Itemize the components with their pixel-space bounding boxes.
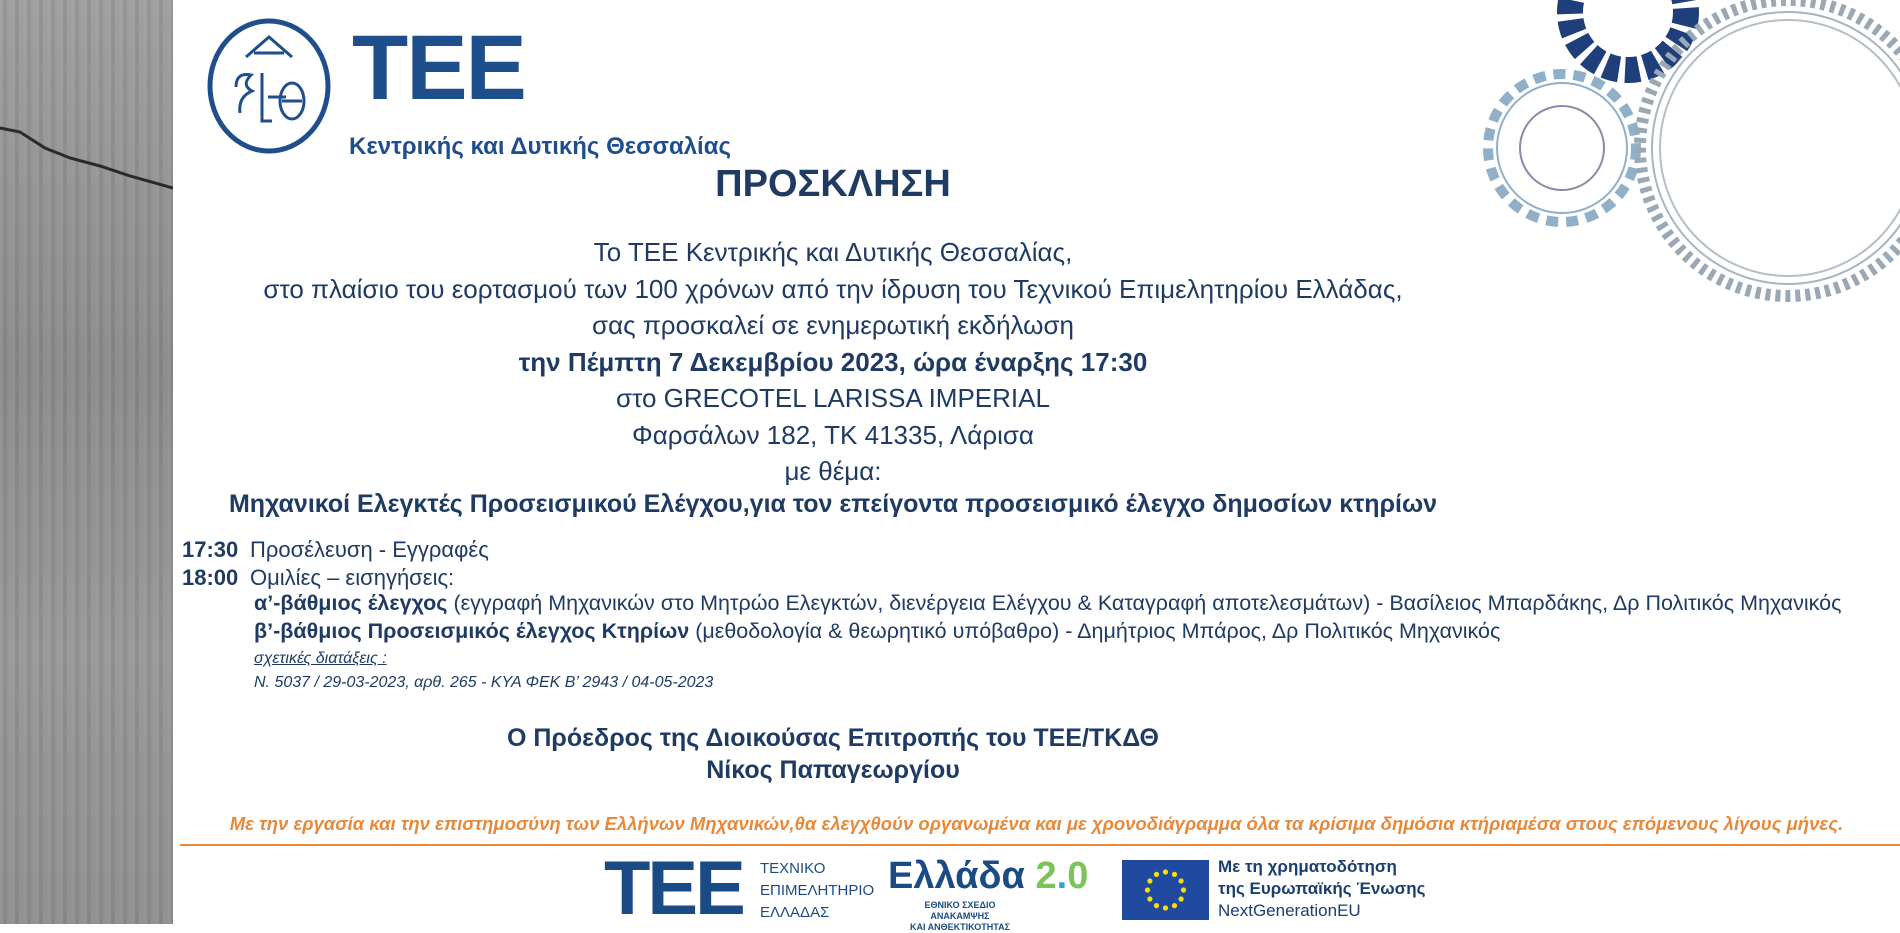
event-address: Φαρσάλων 182, ΤΚ 41335, Λάρισα bbox=[632, 419, 1034, 450]
motto-text: Με την εργασία και την επιστημοσύνη των Ελλήνων Μηχανικών,θα ελεγχθούν οργανωμένα και με χρονοδιάγραμμα όλα τα κρίσιμα δημόσια κτήριαμέσα στους επόμενους λίγους μήνες. bbox=[229, 813, 1844, 834]
program-item bbox=[182, 536, 489, 564]
intro-line-1: Το ΤΕΕ Κεντρικής και Δυτικής Θεσσαλίας, bbox=[593, 237, 1073, 267]
program-schedule bbox=[182, 536, 489, 592]
branch-name: Κεντρικής και Δυτικής Θεσσαλίας bbox=[349, 133, 731, 160]
program-time: 18:00 bbox=[182, 565, 239, 590]
talks-list bbox=[254, 589, 1841, 645]
tee-text-line: ΕΠΙΜΕΛΗΤΗΡΙΟ bbox=[760, 882, 875, 899]
ellada-word: Ελλάδα bbox=[888, 855, 1025, 897]
talk-item bbox=[254, 589, 1841, 617]
refs-label: σχετικές διατάξεις : bbox=[254, 650, 387, 667]
invitation-intro bbox=[173, 234, 1493, 490]
eu-line: της Ευρωπαϊκής Ένωσης bbox=[1218, 879, 1426, 898]
ellada-sub-line: ΚΑΙ ΑΝΘΕΚΤΙΚΟΤΗΤΑΣ bbox=[910, 922, 1010, 932]
talk-detail: (εγγραφή Μηχανικών στο Μητρώο Ελεγκτών, διενέργεια Ελέγχου & Καταγραφή αποτελεσμάτων) - Βασίλειος Μπαρδάκης, Δρ Πολιτικός Μηχανικός bbox=[447, 591, 1842, 615]
program-item bbox=[182, 564, 489, 592]
event-date: την Πέμπτη 7 Δεκεμβρίου 2023, ώρα έναρξης 17:30 bbox=[518, 346, 1148, 377]
program-time: 17:30 bbox=[182, 537, 239, 562]
brand-title: ΤΕΕ bbox=[352, 17, 525, 119]
footer-tee-text bbox=[760, 858, 874, 924]
gears-decoration bbox=[1470, 0, 1900, 310]
tee-emblem-logo bbox=[206, 17, 332, 155]
ellada-zero: 0 bbox=[1067, 855, 1089, 897]
ellada-sub-line: ΕΘΝΙΚΟ ΣΧΕΔΙΟ ΑΝΑΚΑΜΨΗΣ bbox=[924, 900, 996, 921]
eu-stars-icon bbox=[1122, 860, 1209, 920]
intro-line-2: στο πλαίσιο του εορτασμού των 100 χρόνων από την ίδρυση του Τεχνικού Επιμελητηρίου Ελλάδας, bbox=[263, 273, 1403, 304]
signature-name: Νίκος Παπαγεωργίου bbox=[706, 756, 960, 784]
concrete-wall-background bbox=[0, 0, 173, 924]
talk-title: α’-βάθμιος έλεγχος bbox=[254, 591, 448, 615]
tee-text-line: ΕΛΛΑΔΑΣ bbox=[760, 904, 830, 921]
eu-flag-icon bbox=[1122, 860, 1209, 920]
eu-line: Με τη χρηματοδότηση bbox=[1218, 857, 1397, 876]
talk-item bbox=[254, 617, 1841, 645]
refs-text: Ν. 5037 / 29-03-2023, αρθ. 265 - ΚΥΑ ΦΕΚ Β’ 2943 / 04-05-2023 bbox=[254, 674, 714, 691]
talk-detail: (μεθοδολογία & θεωρητικό υπόβαθρο) - Δημήτριος Μπάρος, Δρ Πολιτικός Μηχανικός bbox=[689, 619, 1501, 643]
greece-2-0-logo bbox=[888, 856, 1088, 896]
event-topic: Μηχανικοί Ελεγκτές Προσεισμικού Ελέγχου,για τον επείγοντα προσεισμικό έλεγχο δημοσίων κτηρίων bbox=[228, 490, 1438, 518]
program-label: Ομιλίες – εισηγήσεις: bbox=[250, 565, 455, 590]
eu-program: NextGenerationEU bbox=[1218, 901, 1361, 920]
eu-funding-text bbox=[1218, 856, 1426, 922]
tee-text-line: ΤΕΧΝΙΚΟ bbox=[760, 860, 826, 877]
talk-title: β’-βάθμιος Προσεισμικός έλεγχος Κτηρίων bbox=[254, 619, 690, 643]
event-venue: στο GRECOTEL LARISSA IMPERIAL bbox=[616, 383, 1050, 413]
footer-logos bbox=[600, 846, 1450, 932]
legal-references bbox=[254, 647, 713, 695]
signature-block bbox=[173, 722, 1493, 786]
program-label: Προσέλευση - Εγγραφές bbox=[250, 537, 489, 562]
greece-2-0-subtitle bbox=[900, 900, 1020, 933]
ellada-dot: . bbox=[1056, 855, 1068, 897]
ellada-two: 2 bbox=[1035, 855, 1057, 897]
signature-role: Ο Πρόεδρος της Διοικούσας Επιτροπής του ΤΕΕ/ΤΚΔΘ bbox=[506, 724, 1159, 752]
invitation-title: ΠΡΟΣΚΛΗΣΗ bbox=[715, 163, 951, 205]
subject-intro: με θέμα: bbox=[784, 456, 882, 486]
footer-tee-logo: ΤΕΕ bbox=[604, 846, 743, 931]
intro-line-3: σας προσκαλεί σε ενημερωτική εκδήλωση bbox=[592, 310, 1074, 340]
footer-divider bbox=[180, 844, 1900, 846]
